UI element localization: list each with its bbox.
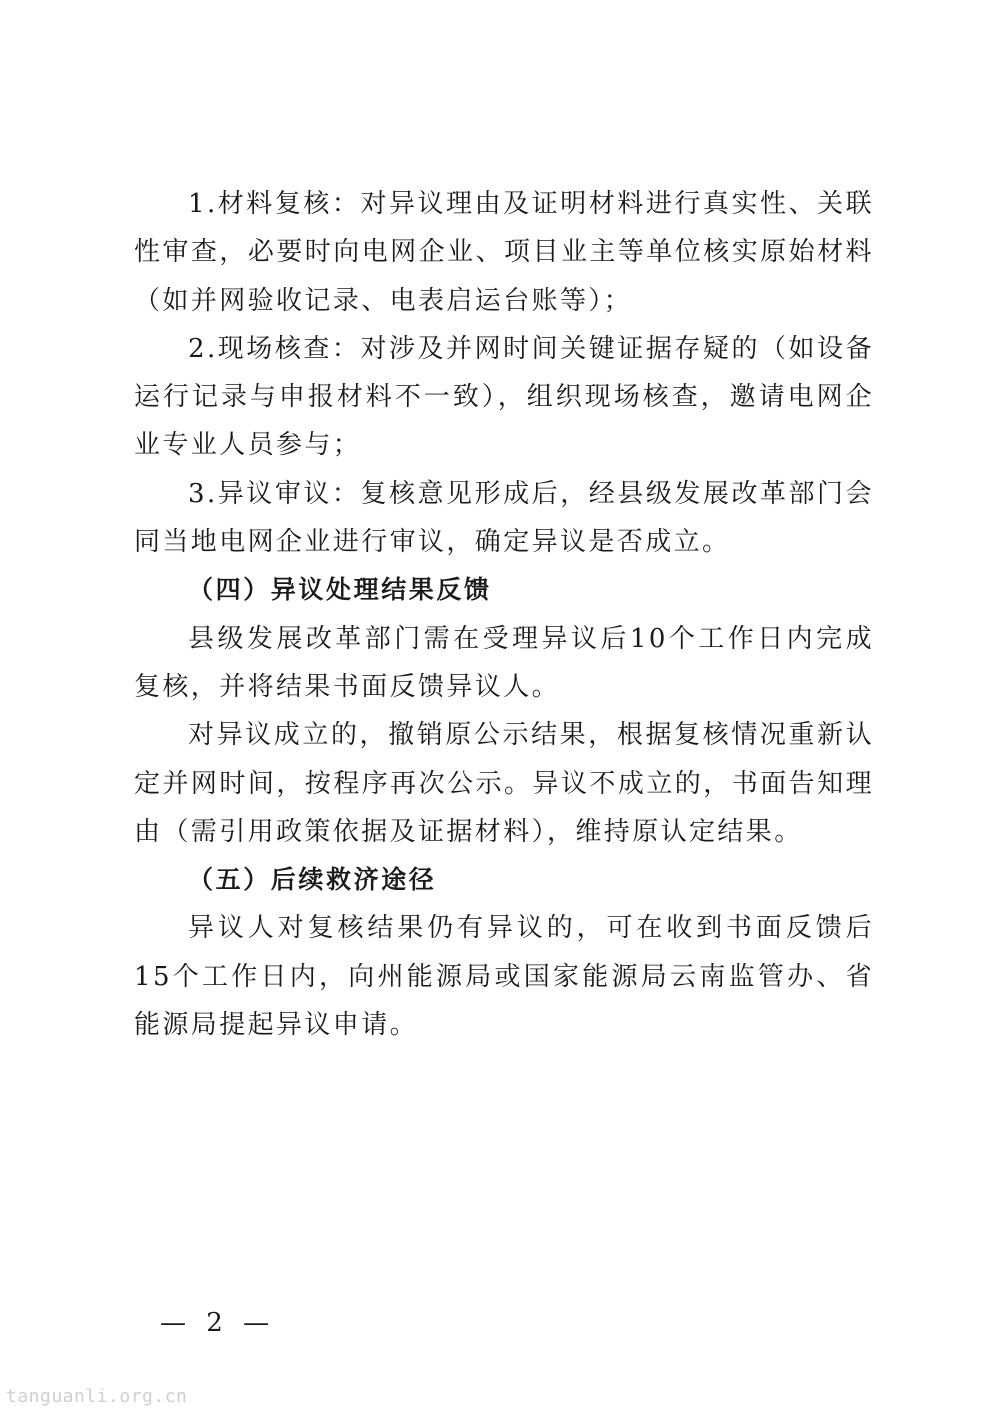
watermark-text: tanguanli.org.cn [6, 1386, 188, 1407]
section-heading-result-feedback: （四）异议处理结果反馈 [188, 575, 492, 605]
document-body [134, 180, 874, 1049]
paragraph-review-deadline: 县级发展改革部门需在受理异议后10个工作日内完成复核，并将结果书面反馈异议人。 [134, 623, 874, 702]
page-number: — 2 — [160, 1308, 276, 1338]
section-heading-remedy-channels: （五）后续救济途径 [188, 865, 437, 895]
paragraph-site-inspection: 2.现场核查：对涉及并网时间关键证据存疑的（如设备运行记录与申报材料不一致），组织现场核查，邀请电网企业专业人员参与； [134, 333, 874, 461]
paragraph-further-appeal: 异议人对复核结果仍有异议的，可在收到书面反馈后 15个工作日内，向州能源局或国家能源局云南监管办、省能源局提起异议申请。 [134, 913, 874, 1041]
paragraph-objection-deliberation: 3.异议审议：复核意见形成后，经县级发展改革部门会同当地电网企业进行审议，确定异议是否成立。 [134, 478, 874, 558]
paragraph-objection-outcome: 对异议成立的，撤销原公示结果，根据复核情况重新认定并网时间，按程序再次公示。异议不成立的，书面告知理由（需引用政策依据及证据材料），维持原认定结果。 [134, 720, 874, 847]
paragraph-material-review: 1.材料复核：对异议理由及证明材料进行真实性、关联性审查，必要时向电网企业、项目业主等单位核实原始材料（如并网验收记录、电表启运台账等）； [134, 189, 874, 316]
